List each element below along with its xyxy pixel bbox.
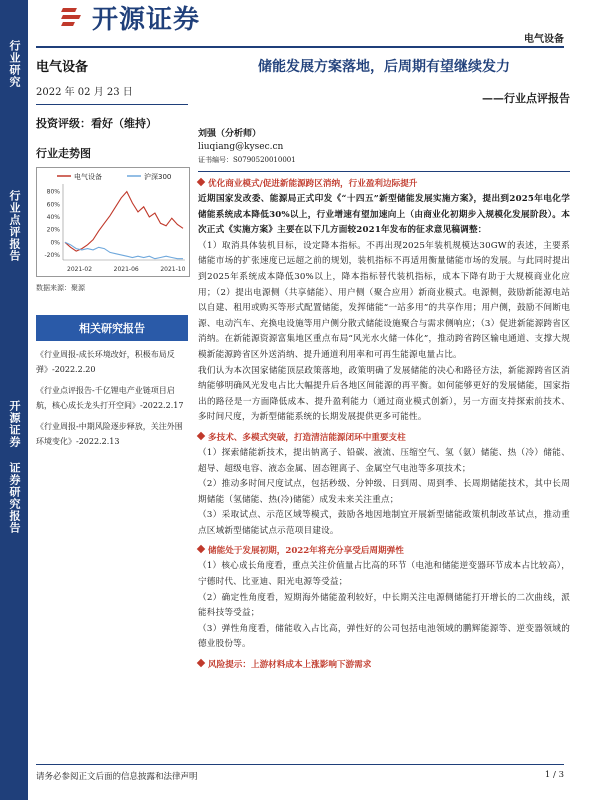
sidebar-block-broker: 开源证券 证券研究报告 <box>8 400 21 534</box>
paragraph: 近期国家发改委、能源局正式印发《“十四五”新型储能发展实施方案》，提出到2025年电化学储能系统成本降低30%以上，行业增速有望加速向上（由商业化初期步入规模化发展阶段）。本次正式《实施方案》主要在以下几方面较2021年发布的征求意见稿调整： <box>198 194 570 236</box>
chart-source: 数据来源：聚源 <box>36 284 85 292</box>
trend-title: 行业走势图 <box>36 147 91 160</box>
legend-label: 沪深300 <box>144 173 172 181</box>
footer-rule <box>36 764 564 765</box>
sector-name: 电气设备 <box>36 60 89 75</box>
analyst-block <box>198 128 570 167</box>
section-head: 优化商业模式/促进新能源跨区消纳，行业盈利边际提升 <box>198 177 570 192</box>
x-tick-label: 2021-02 <box>67 266 93 273</box>
paragraph: （1）核心成长角度看，重点关注价值量占比高的环节（电池和储能逆变器环节成本占比较高），宁德时代、比亚迪、阳光电源等受益； <box>198 561 570 588</box>
x-tick-label: 2021-06 <box>113 266 139 273</box>
report-title: 储能发展方案落地，后周期有望继续发力 <box>258 59 510 75</box>
legend-label: 电气设备 <box>74 173 102 181</box>
x-tick-label: 2021-10 <box>160 266 186 273</box>
y-tick-label: 0% <box>50 239 60 247</box>
broker-logo <box>58 0 248 34</box>
analyst-cert: 证书编号：S0790520010001 <box>198 156 296 164</box>
sidebar-block-report-type: 行业点评报告 <box>8 190 21 262</box>
risk-warning: 风险提示：上游材料成本上涨影响下游需求 <box>198 658 570 673</box>
related-reports-title: 相关研究报告 <box>36 315 188 341</box>
y-tick-label: 40% <box>46 213 60 221</box>
header-category: 电气设备 <box>524 34 564 45</box>
series-line <box>65 242 183 258</box>
paragraph: （3）采取试点、示范区域等模式，鼓励各地因地制宜开展新型储能政策机制改革试点，推动重点区域新型储能试点示范项目建设。 <box>198 510 570 536</box>
main-column <box>198 56 570 673</box>
bullet-icon <box>197 545 205 553</box>
related-report-link[interactable]: 《行业周报-中期风险逐步释放，关注外围环境变化》-2022.2.13 <box>36 422 183 446</box>
footer-disclaimer: 请务必参阅正文后面的信息披露和法律声明 <box>36 772 198 782</box>
paragraph: （1）取消具体装机目标，设定降本指标。不再出现2025年装机规模达30GW的表述，主要系储能市场的扩张速度已远超之前的规划，装机指标不再适用衡量储能市场的发展。与此同时提出到2025年系统成本降低30%以上，降本指标替代装机指标，成本下降有助于大规模商业化应用；（2）提出电源侧（共享储能）、用户侧（聚合应用）新商业模式。电源侧，鼓励新能源电站以自建、租用或购买等形式配置储能，发挥储能“一站多用”的共享作用；用户侧，鼓励不间断电源、电动汽车、充换电设施等用户侧分散式储能设施聚合与需求侧响应；（3）促进新能源跨省区消纳。在新能源资源富集地区重点布局“风光水火储一体化”，推动跨省跨区输电通道、支撑大规模新能源跨省区外送消纳、提升通道利用率和可再生能源电量占比。 <box>198 240 570 360</box>
paragraph: （1）探索储能新技术，提出钠离子、铅碳、液流、压缩空气、氢（氨）储能、热（冷）储能、超导、超级电容、液态金属、固态锂离子、金属空气电池等多项技术； <box>198 447 570 474</box>
analyst-email[interactable]: liuqiang@kysec.cn <box>198 142 284 152</box>
header-rule <box>36 46 564 48</box>
page-number: 1 / 3 <box>544 770 564 780</box>
sidebar-block-industry: 行业研究 <box>8 40 21 88</box>
paragraph: （2）推动多时间尺度试点，包括秒级、分钟级、日到周、周到季、长周期储能技术，其中长周期储能（氢储能、热(冷)储能）成发未来关注重点； <box>198 479 570 505</box>
left-column <box>36 56 188 449</box>
trend-chart <box>36 167 190 277</box>
paragraph: （2）确定性角度看，短期海外储能盈利较好，中长期关注电源侧储能打开增长的二次曲线，派能科技等受益； <box>198 592 570 619</box>
report-subtitle: ——行业点评报告 <box>482 92 570 105</box>
paragraph: （3）弹性角度看，储能收入占比高，弹性好的公司包括电池领域的鹏辉能源等、逆变器领域的德业股份等。 <box>198 623 570 650</box>
section-head: 储能处于发展初期，2022年将充分享受后周期弹性 <box>198 544 570 559</box>
y-tick-label: -20% <box>44 251 60 259</box>
related-report-link[interactable]: 《行业点评报告-千亿锂电产业链项目启航，核心成长龙头打开空间》-2022.2.17 <box>36 386 184 410</box>
section-head: 多技术、多模式突破，打造清洁能源闭环中重要支柱 <box>198 431 570 446</box>
logo-mark-icon <box>58 4 84 30</box>
report-date: 2022 年 02 月 23 日 <box>36 87 133 98</box>
body-rule <box>198 171 570 172</box>
sidebar <box>0 0 28 800</box>
bullet-icon <box>197 178 205 186</box>
y-tick-label: 60% <box>46 201 60 209</box>
series-line <box>65 192 183 252</box>
left-rule <box>36 104 188 105</box>
y-tick-label: 80% <box>46 188 60 196</box>
investment-rating: 投资评级：看好（维持） <box>36 117 157 130</box>
related-report-link[interactable]: 《行业周报-成长环境改好，积极布局反弹》-2022.2.20 <box>36 350 175 374</box>
paragraph: 我们认为本次国家储能顶层政策落地，政策明确了发展储能的决心和路径方法，新能源跨省区消纳能够明确风光发电占比大幅提升后各地区间能源的再平衡。如何能够更好的发展储能，国家指出的路径是一方面降低成本、提升盈利能力（通过商业模式创新），另一方面支持探索前技术、多时间尺度，为新型储能系统的长期发展提供更多可能性。 <box>198 365 570 423</box>
bullet-icon <box>197 659 205 667</box>
trend-chart-svg <box>37 168 189 276</box>
logo-text: 开源证券 <box>92 4 201 35</box>
analyst-name: 刘强（分析师） <box>198 129 262 139</box>
y-tick-label: 20% <box>46 226 60 234</box>
bullet-icon <box>197 432 205 440</box>
